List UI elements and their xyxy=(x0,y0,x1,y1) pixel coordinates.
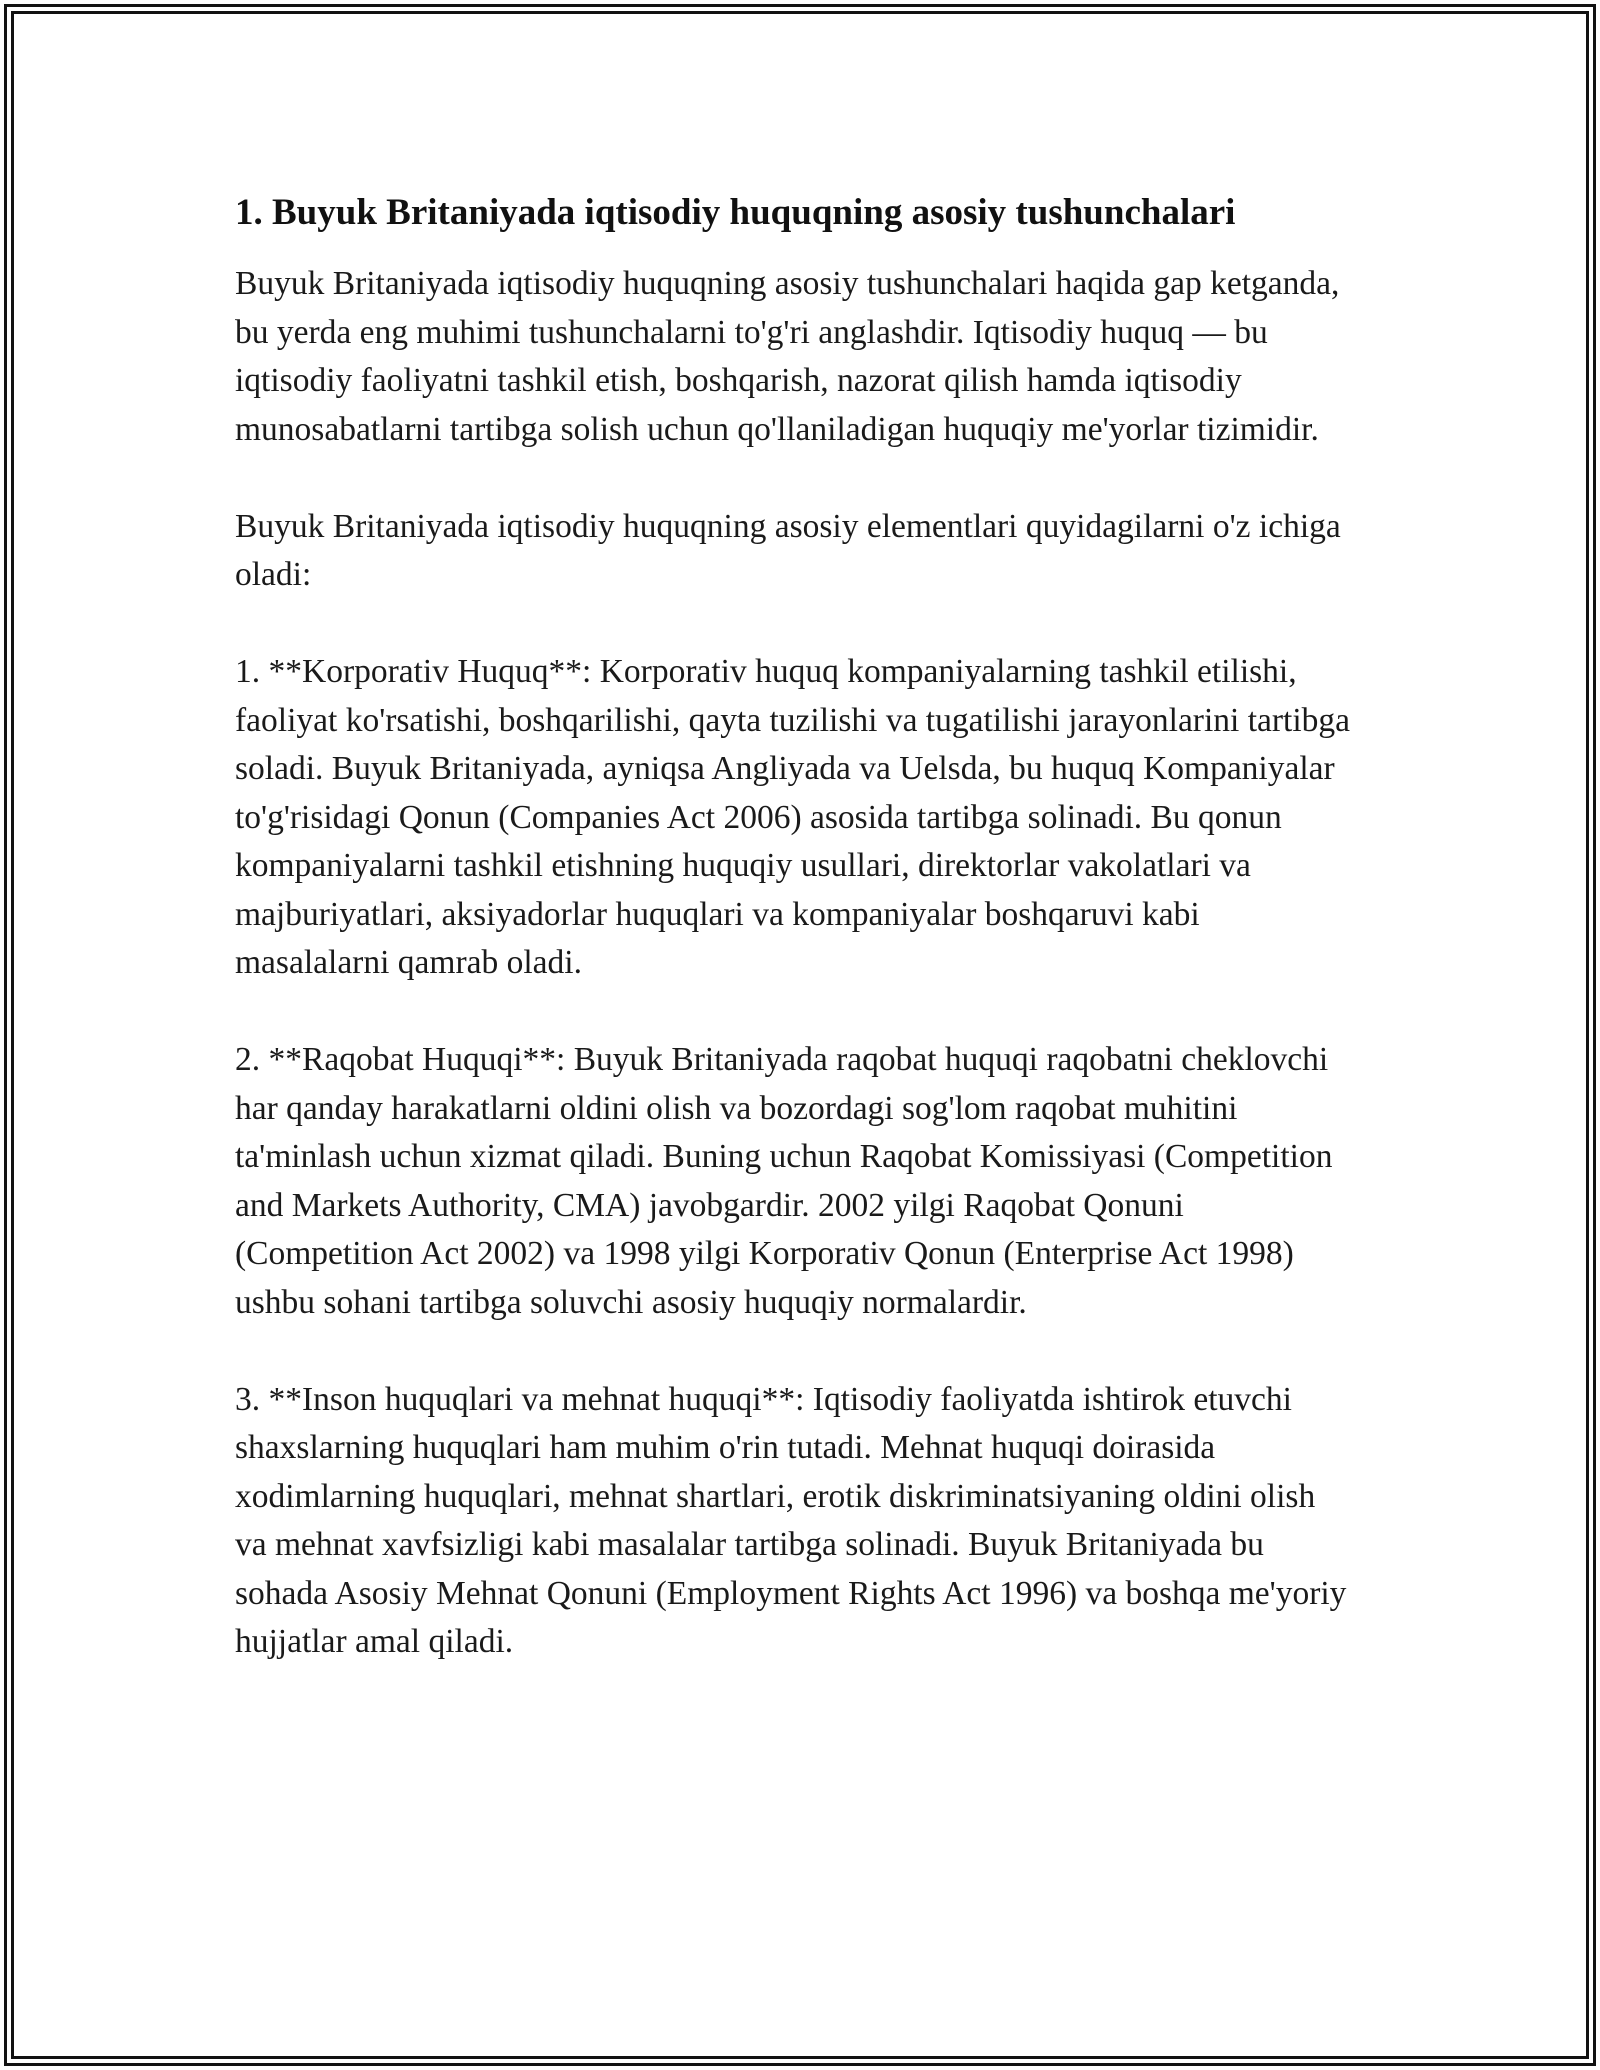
paragraph-elements-lead: Buyuk Britaniyada iqtisodiy huquqning asosiy elementlari quyidagilarni o'z ichiga oladi: xyxy=(235,507,1341,593)
paragraph-labor-law: 3. **Inson huquqlari va mehnat huquqi**: Iqtisodiy faoliyatda ishtirok etuvchi shaxslarning huquqlari ham muhim o'rin tutadi. Mehnat huquqi doirasida xodimlarning huquqlari, mehnat shartlari, erotik diskriminatsiyaning oldini olish va mehnat xavfsizligi kabi masalalar tartibga solinadi. Buyuk Britaniyada bu sohada Asosiy Mehnat Qonuni (Employment Rights Act 1996) va boshqa me'yoriy hujjatlar amal qiladi. xyxy=(235,1380,1347,1660)
paragraph-competition-law: 2. **Raqobat Huquqi**: Buyuk Britaniyada raqobat huquqi raqobatni cheklovchi har qanday harakatlarni oldini olish va bozordagi sog'lom raqobat muhitini ta'minlash uchun xizmat qiladi. Buning uchun Raqobat Komissiyasi (Competition and Markets Authority, CMA) javobgardir. 2002 yilgi Raqobat Qonuni (Competition Act 2002) va 1998 yilgi Korporativ Qonun (Enterprise Act 1998) ushbu sohani tartibga soluvchi asosiy huquqiy normalardir. xyxy=(235,1041,1333,1321)
section-heading: 1. Buyuk Britaniyada iqtisodiy huquqning asosiy tushunchalari xyxy=(235,192,1236,233)
document-body xyxy=(235,185,1355,1715)
paragraph-intro: Buyuk Britaniyada iqtisodiy huquqning asosiy tushunchalari haqida gap ketganda, bu yerda eng muhimi tushunchalarni to'g'ri anglashdir. Iqtisodiy huquq — bu iqtisodiy faoliyatni tashkil etish, boshqarish, nazorat qilish hamda iqtisodiy munosabatlarni tartibga solish uchun qo'llaniladigan huquqiy me'yorlar tizimidir. xyxy=(235,265,1340,448)
paragraph-corporate-law: 1. **Korporativ Huquq**: Korporativ huquq kompaniyalarning tashkil etilishi, faoliyat ko'rsatishi, boshqarilishi, qayta tuzilishi va tugatilishi jarayonlarini tartibga soladi. Buyuk Britaniyada, ayniqsa Angliyada va Uelsda, bu huquq Kompaniyalar to'g'risidagi Qonun (Companies Act 2006) asosida tartibga solinadi. Bu qonun kompaniyalarni tashkil etishning huquqiy usullari, direktorlar vakolatlari va majburiyatlari, aksiyadorlar huquqlari va kompaniyalar boshqaruvi kabi masalalarni qamrab oladi. xyxy=(235,653,1351,981)
